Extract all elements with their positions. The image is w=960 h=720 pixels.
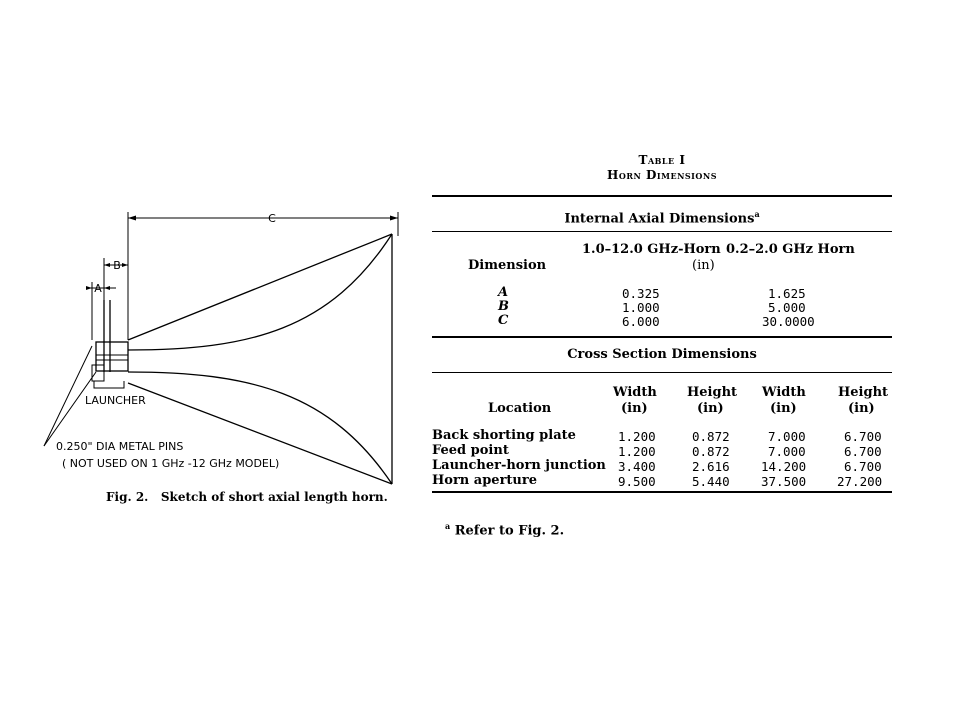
- cross-col-header: Width: [613, 385, 657, 400]
- table-footnote: $^a$ Refer to Fig. 2.: [445, 521, 565, 539]
- axial-row-label: B: [498, 299, 509, 314]
- cross-cell: 0.872: [692, 444, 730, 459]
- cross-col-header: Height: [838, 385, 889, 400]
- axial-col2-header: 0.2–2.0 GHz Horn: [726, 242, 855, 257]
- cross-cell: 7.000: [768, 429, 806, 444]
- cross-col-header: Width: [762, 385, 806, 400]
- cross-col-unit: (in): [770, 401, 797, 416]
- cross-row-label: Launcher-horn junction: [432, 458, 606, 473]
- axial-cell: 0.325: [622, 286, 660, 301]
- axial-cell: 5.000: [768, 300, 806, 315]
- cross-col-unit: (in): [697, 401, 724, 416]
- cross-col-unit: (in): [848, 401, 875, 416]
- axial-section-heading: Internal Axial Dimensions$^a$: [564, 209, 760, 227]
- cross-cell: 2.616: [692, 459, 730, 474]
- axial-dimension-header: Dimension: [468, 258, 547, 273]
- cross-row-label: Feed point: [432, 443, 509, 458]
- cross-cell: 27.200: [837, 474, 883, 489]
- cross-cell: 14.200: [761, 459, 807, 474]
- cross-cell: 1.200: [618, 444, 656, 459]
- cross-cell: 7.000: [768, 444, 806, 459]
- table-title: Table I: [638, 153, 686, 167]
- cross-cell: 6.700: [844, 429, 882, 444]
- axial-cell: 30.0000: [762, 314, 815, 329]
- launcher-label: LAUNCHER: [85, 394, 146, 407]
- cross-cell: 5.440: [692, 474, 730, 489]
- axial-col1-header: 1.0–12.0 GHz-Horn: [582, 242, 721, 257]
- cross-cell: 6.700: [844, 459, 882, 474]
- dimension-a-label: A: [94, 282, 102, 295]
- cross-col-header: Height: [687, 385, 738, 400]
- cross-section-heading: Cross Section Dimensions: [567, 347, 757, 362]
- axial-dimensions-table: [432, 232, 892, 336]
- axial-cell: 1.625: [768, 286, 806, 301]
- cross-cell: 1.200: [618, 429, 656, 444]
- pins-label-line2: ( NOT USED ON 1 GHz -12 GHz MODEL): [62, 457, 280, 470]
- cross-col-unit: (in): [621, 401, 648, 416]
- cross-row-label: Back shorting plate: [432, 428, 576, 443]
- axial-cell: 6.000: [622, 314, 660, 329]
- cross-row-label: Horn aperture: [432, 473, 537, 488]
- dimension-b-label: B: [113, 259, 121, 272]
- axial-row-label: C: [498, 313, 509, 328]
- cross-cell: 9.500: [618, 474, 656, 489]
- axial-row-label: A: [498, 285, 509, 300]
- figure-caption: Fig. 2. Sketch of short axial length horn.: [106, 490, 388, 504]
- cross-location-header: Location: [488, 401, 552, 416]
- table-bottom-rule: [432, 491, 892, 493]
- cross-cell: 3.400: [618, 459, 656, 474]
- cross-cell: 6.700: [844, 444, 882, 459]
- horn-dimensions-table: [432, 153, 892, 493]
- pins-label-line1: 0.250" DIA METAL PINS: [56, 440, 184, 453]
- axial-unit: (in): [692, 258, 715, 273]
- cross-cell: 37.500: [761, 474, 807, 489]
- cross-section-table: [432, 373, 892, 491]
- table-subtitle: Horn Dimensions: [607, 168, 717, 182]
- cross-cell: 0.872: [692, 429, 730, 444]
- axial-cell: 1.000: [622, 300, 660, 315]
- dimension-c-label: C: [268, 212, 276, 225]
